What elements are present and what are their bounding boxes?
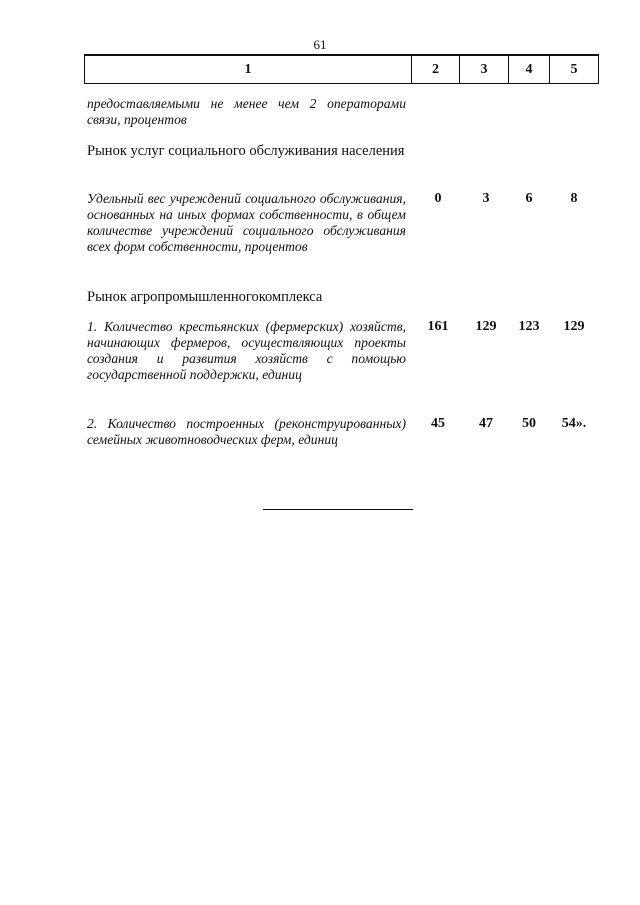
table-row-text: 2. Количество построенных (реконструированных) семейных животноводческих ферм, единиц (87, 416, 406, 447)
section-heading: Рынок агропромышленногокомплекса (87, 289, 323, 305)
table-cell-value: 123 (518, 319, 540, 334)
table-row-text: предоставляемыми не менее чем 2 операторами связи, процентов (87, 96, 406, 127)
column-header-1: 1 (85, 55, 412, 84)
page-number: 61 (313, 37, 327, 52)
column-header-2: 2 (412, 55, 460, 84)
table-row-text: Удельный вес учреждений социального обслуживания, основанных на иных формах собственности, в общем количестве учреждений социального обслуживания всех форм собственности, процентов (87, 191, 406, 254)
table-row-text: 1. Количество крестьянских (фермерских) хозяйств, начинающих фермеров, осуществляющих проекты создания и развития хозяйств с помощью государственной поддержки, единиц (87, 319, 406, 382)
end-rule (263, 509, 413, 510)
table-cell-value: 6 (525, 191, 533, 206)
table-cell-value: 161 (427, 319, 449, 334)
table-header (84, 54, 599, 84)
section-heading: Рынок услуг социального обслуживания населения (87, 143, 405, 159)
table-cell-value: 129 (475, 319, 497, 334)
column-header-5: 5 (550, 55, 599, 84)
table-cell-value: 0 (434, 191, 442, 206)
table-cell-value: 54». (561, 416, 587, 431)
table-cell-value: 3 (482, 191, 490, 206)
table-cell-value: 8 (570, 191, 578, 206)
column-header-3: 3 (460, 55, 509, 84)
table-cell-value: 129 (563, 319, 585, 334)
table-cell-value: 50 (522, 416, 536, 431)
table-cell-value: 47 (479, 416, 493, 431)
table-cell-value: 45 (431, 416, 445, 431)
column-header-4: 4 (509, 55, 550, 84)
